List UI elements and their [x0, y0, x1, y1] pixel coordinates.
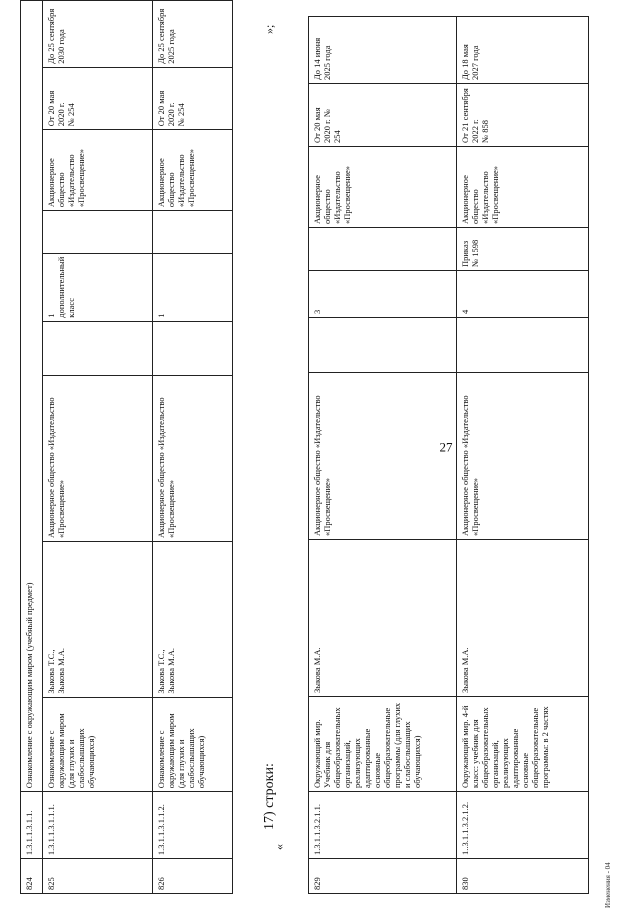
row-name: Ознакомление с окружающим миром (для глухих и слабослышащих обучающихся): [43, 697, 153, 792]
row-publisher: Акционерное общество «Издательство «Просвещение»: [309, 373, 457, 540]
row-col7: [43, 211, 153, 254]
row-number: 825: [43, 859, 153, 894]
row-number: 826: [153, 859, 233, 894]
table-row: [43, 1, 153, 894]
row-number: 824: [21, 859, 43, 894]
row-org: Акционерное общество «Издательство «Просвещение»: [457, 147, 589, 228]
table-row: [153, 1, 233, 894]
row-order: От 20 мая 2020 г. № 254: [309, 84, 457, 147]
page-number: 27: [439, 439, 453, 455]
row-name: Ознакомление с окружающим миром (для глухих и слабослышащих обучающихся): [153, 697, 233, 792]
row-code: 1..3.1.1.3.2.1.2.: [457, 792, 589, 859]
row-col7: [153, 211, 233, 254]
row-class: 3: [309, 271, 457, 318]
row-class: 4: [457, 271, 589, 318]
table-row: [457, 17, 589, 894]
row-org: Акционерное общество «Издательство «Просвещение»: [309, 147, 457, 228]
row-publisher: Акционерное общество «Издательство «Просвещение»: [153, 376, 233, 542]
row-order: От 20 мая 2020 г. № 254: [153, 67, 233, 130]
row-code: 1.3.1.1.3.1.1.1.: [43, 792, 153, 859]
row-number: 830: [457, 859, 589, 894]
row-number: 829: [309, 859, 457, 894]
row-code: 1.3.1.1.3.2.1.1.: [309, 792, 457, 859]
table-row: [309, 17, 457, 894]
table-upper: [20, 0, 233, 894]
row-term: До 25 сентября 2030 года: [43, 1, 153, 68]
row-col5: [309, 318, 457, 373]
row-authors: Зыкова М.А.: [309, 540, 457, 697]
row-authors: Зыкова М.А.: [457, 540, 589, 697]
row-name: Окружающий мир. 4-й класс: учебник для общеобразовательных организаций, реализующих адаптированные основные общеобразовательные программы: в 2 частях: [457, 697, 589, 792]
section-label: 17) строки:: [262, 763, 277, 830]
row-publisher: Акционерное общество «Издательство «Просвещение»: [43, 376, 153, 542]
row-order: От 20 мая 2020 г. № 254: [43, 67, 153, 130]
row-class: 1 дополнительный класс: [43, 253, 153, 321]
row-col7: [309, 228, 457, 271]
row-col7: Приказ № 1598: [457, 228, 589, 271]
row-code: 1.3.1.1.3.1.1.: [21, 792, 43, 859]
row-authors: Зыкова Т.С., Зыкова М.А.: [43, 542, 153, 698]
row-order: От 21 сентября 2022 г. № 858: [457, 84, 589, 147]
row-class: 1: [153, 253, 233, 321]
row-org: Акционерное общество «Издательство «Просвещение»: [153, 130, 233, 211]
closing-quote: »;: [262, 24, 276, 34]
table-row: [21, 1, 43, 894]
row-col5: [457, 318, 589, 373]
row-term: До 18 мая 2027 года: [457, 17, 589, 84]
row-org: Акционерное общество «Издательство «Просвещение»: [43, 130, 153, 211]
opening-quote: «: [272, 844, 286, 850]
row-col5: [153, 321, 233, 375]
row-merged-title: Ознакомление с окружающим миром (учебный предмет): [21, 1, 43, 792]
row-term: До 14 июня 2025 года: [309, 17, 457, 84]
row-col5: [43, 321, 153, 375]
row-code: 1.3.1.1.3.1.1.2.: [153, 792, 233, 859]
row-term: До 25 сентября 2025 года: [153, 1, 233, 68]
footer-note: Изменения - 04: [604, 862, 612, 908]
row-authors: Зыкова Т.С., Зыкова М.А.: [153, 542, 233, 698]
row-publisher: Акционерное общество «Издательство «Просвещение»: [457, 373, 589, 540]
row-name: Окружающий мир. Учебник для общеобразовательных организаций, реализующих адаптированные основные общеобразовательные программы (для глухих и слабослышащих обучающихся): [309, 697, 457, 792]
